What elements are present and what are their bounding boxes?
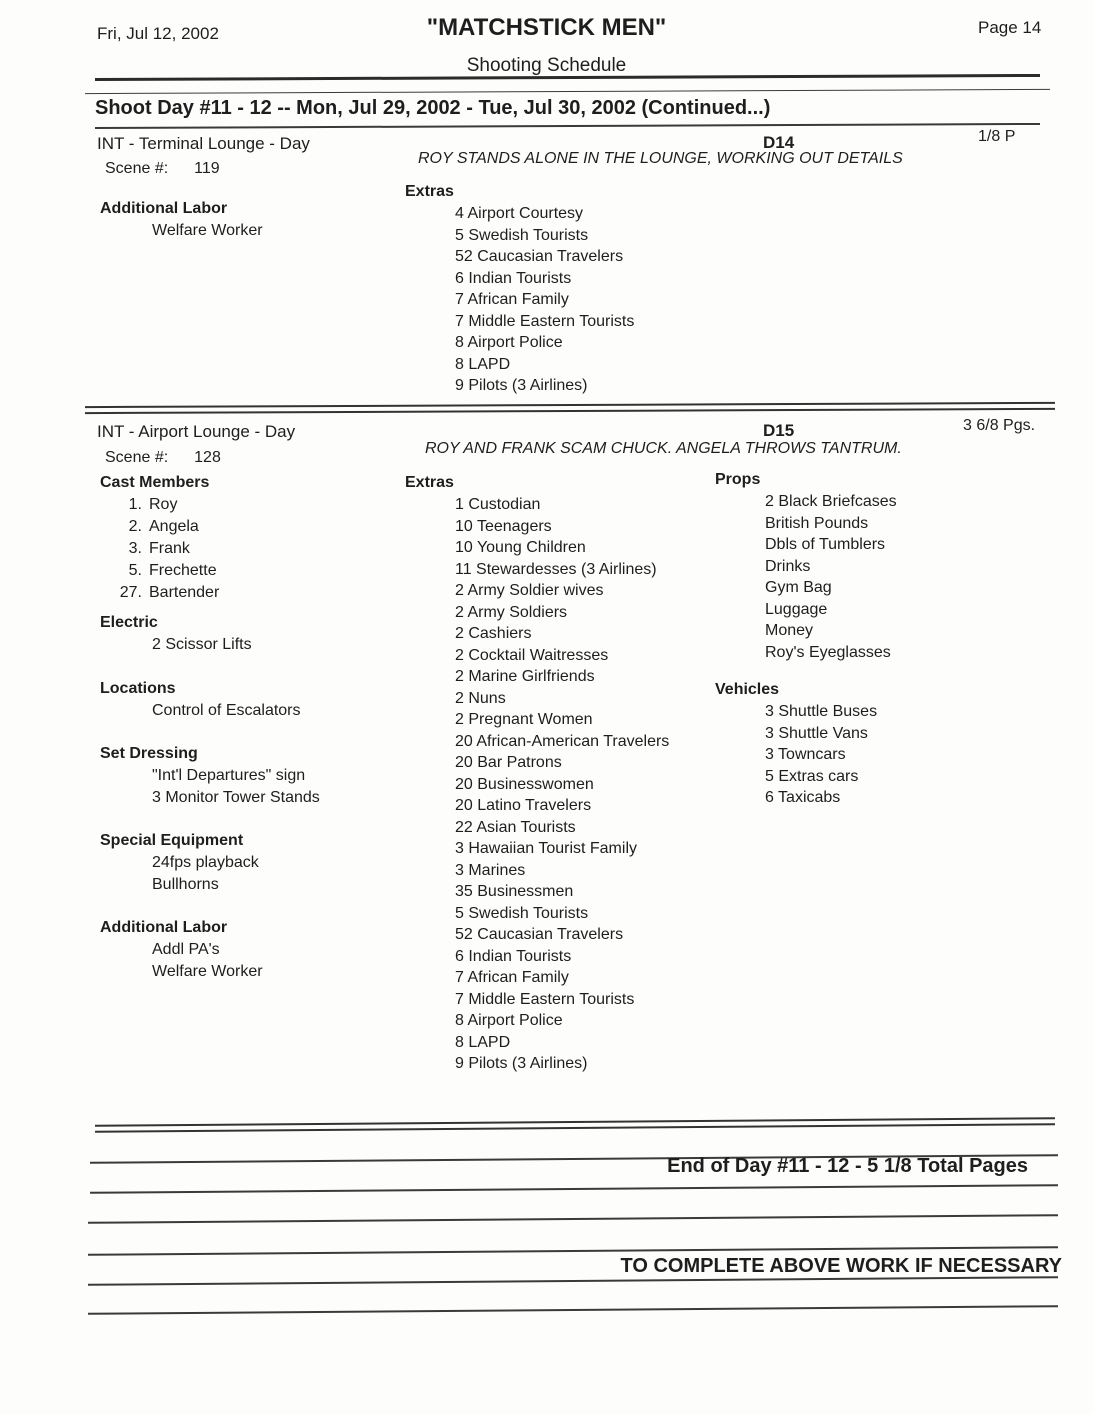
special-equipment-title: Special Equipment — [100, 832, 244, 849]
footer-divider-rule — [95, 1117, 1055, 1133]
props-list-item: Money — [765, 622, 814, 639]
scene2-location: INT - Airport Lounge - Day — [97, 422, 296, 441]
extras-list-item: 2 Cashiers — [455, 625, 532, 642]
scene2-extras-title: Extras — [405, 474, 454, 491]
extras-list-item: 7 African Family — [455, 969, 569, 986]
cast-member-number: 2. — [128, 518, 142, 535]
extras-list-item: 2 Pregnant Women — [455, 711, 593, 728]
extras-list-item: 20 Businesswomen — [455, 775, 594, 793]
scene2-slug: D15 — [763, 421, 795, 440]
extras-list-item: 2 Army Soldier wives — [455, 582, 604, 599]
header-date: Fri, Jul 12, 2002 — [97, 24, 219, 43]
vehicles-list-item: 6 Taxicabs — [765, 789, 841, 806]
extras-list-item: 3 Marines — [455, 861, 526, 879]
extras-list-item: 2 Cocktail Waitresses — [455, 646, 609, 664]
extras-list-item: 20 Bar Patrons — [455, 754, 562, 771]
cast-member-number: 3. — [128, 540, 142, 557]
extras-list-item: 7 Middle Eastern Tourists — [455, 312, 635, 330]
scene2-extras-group — [405, 472, 669, 1075]
scene1-number-row — [105, 160, 220, 178]
shoot-day-heading: Shoot Day #11 - 12 -- Mon, Jul 29, 2002 - Tue, Jul 30, 2002 (Continued...) — [95, 97, 771, 119]
extras-list-item: 5 Swedish Tourists — [455, 904, 589, 922]
locations-list — [152, 700, 400, 722]
props-list-item: Gym Bag — [765, 579, 832, 596]
extras-list-item: 52 Caucasian Travelers — [455, 926, 624, 943]
scene2-number: 128 — [194, 449, 221, 466]
extras-list-item: 4 Airport Courtesy — [455, 205, 584, 222]
extras-list-item: 20 Latino Travelers — [455, 797, 592, 814]
extras-list-item: 5 Swedish Tourists — [455, 226, 589, 244]
extras-list-item: 11 Stewardesses (3 Airlines) — [455, 560, 657, 578]
props-list — [765, 491, 897, 663]
vehicles-list — [765, 701, 897, 809]
special-equipment-group — [100, 830, 400, 895]
scene1-slug: D14 — [763, 133, 795, 152]
extras-list-item: 10 Teenagers — [455, 517, 552, 535]
cast-member-item — [100, 538, 400, 560]
extras-list-item: 8 LAPD — [455, 1033, 511, 1051]
cast-member-item — [100, 494, 400, 516]
vehicles-title: Vehicles — [715, 681, 780, 698]
scene1-additional-labor-group — [100, 198, 263, 242]
extras-list-item: 22 Asian Tourists — [455, 818, 576, 836]
footer-rule-6 — [88, 1305, 1058, 1315]
extras-list-item: 20 African-American Travelers — [455, 732, 670, 750]
extras-list-item: 2 Marine Girlfriends — [455, 668, 595, 685]
scene2-additional-labor-title: Additional Labor — [100, 919, 228, 936]
cast-member-name: Frechette — [149, 562, 217, 579]
extras-list-item: 8 Airport Police — [455, 1012, 563, 1029]
cast-member-number: 5. — [128, 562, 142, 579]
extras-list-item: 10 Young Children — [455, 539, 586, 556]
scene1-additional-labor-list — [152, 220, 263, 242]
scene1-location: INT - Terminal Lounge - Day — [97, 134, 310, 153]
cast-member-name: Roy — [149, 496, 178, 513]
scene1-extras-group — [405, 181, 634, 397]
set-dressing-list-item: 3 Monitor Tower Stands — [152, 788, 320, 806]
vehicles-list-item: 3 Shuttle Buses — [765, 703, 878, 720]
electric-list — [152, 634, 400, 656]
props-list-item: Luggage — [765, 600, 828, 618]
extras-list-item: 7 Middle Eastern Tourists — [455, 990, 635, 1008]
extras-list-item: 6 Indian Tourists — [455, 947, 572, 965]
extras-list-item: 2 Army Soldiers — [455, 603, 568, 621]
scene1-extras-title: Extras — [405, 183, 454, 200]
extras-list-item: 3 Hawaiian Tourist Family — [455, 840, 637, 857]
labor-list-item: Welfare Worker — [152, 962, 263, 980]
set-dressing-list-item: "Int'l Departures" sign — [152, 767, 306, 784]
scene2-right-column — [715, 469, 897, 831]
special-equipment-list — [152, 852, 400, 895]
scene1-page-count: 1/8 P — [978, 128, 1016, 145]
extras-list-item: 7 African Family — [455, 291, 569, 308]
cast-member-item — [100, 560, 400, 582]
props-list-item: Dbls of Tumblers — [765, 536, 886, 553]
extras-list-item: 52 Caucasian Travelers — [455, 248, 624, 265]
shoot-day-underline — [95, 123, 1040, 129]
vehicles-list-item: 5 Extras cars — [765, 767, 859, 785]
extras-list-item: 2 Nuns — [455, 689, 506, 707]
extras-list-item: 9 Pilots (3 Airlines) — [455, 377, 588, 394]
special-equipment-list-item: Bullhorns — [152, 875, 219, 893]
props-list-item: British Pounds — [765, 514, 869, 532]
scene2-page-count: 3 6/8 Pgs. — [963, 417, 1036, 434]
props-list-item: 2 Black Briefcases — [765, 493, 897, 510]
section-divider-rule — [85, 402, 1055, 414]
cast-member-item — [100, 582, 400, 604]
extras-list-item: 1 Custodian — [455, 496, 541, 513]
document-subtitle: Shooting Schedule — [466, 55, 627, 76]
extras-list-item: 35 Businessmen — [455, 883, 574, 900]
props-title: Props — [715, 471, 761, 488]
scene2-cast-group — [100, 472, 400, 604]
footer-note-text: TO COMPLETE ABOVE WORK IF NECESSARY — [620, 1255, 1062, 1277]
set-dressing-list — [152, 765, 400, 808]
cast-member-name: Bartender — [149, 584, 220, 601]
scene1-number-label: Scene #: — [105, 160, 169, 177]
scene2-additional-labor-list — [152, 939, 400, 982]
header-page-number: Page 14 — [978, 18, 1042, 37]
labor-list-item: Addl PA's — [152, 941, 220, 958]
extras-list-item: 8 LAPD — [455, 355, 511, 373]
cast-member-item — [100, 516, 400, 538]
end-of-day-text: End of Day #11 - 12 - 5 1/8 Total Pages — [667, 1155, 1028, 1177]
scene2-left-column — [100, 472, 400, 1004]
scene1-extras-list — [455, 203, 634, 397]
footer-rule-2 — [90, 1184, 1058, 1194]
locations-list-item: Control of Escalators — [152, 701, 301, 719]
electric-list-item: 2 Scissor Lifts — [152, 636, 252, 653]
scene1-number: 119 — [194, 160, 220, 177]
cast-members-list — [100, 494, 400, 604]
props-group — [715, 469, 897, 663]
cast-member-number: 27. — [119, 584, 142, 601]
document-title: "MATCHSTICK MEN" — [426, 14, 667, 41]
labor-list-item: Welfare Worker — [152, 222, 263, 239]
header-rule-thin — [85, 89, 1050, 94]
vehicles-group — [715, 679, 897, 809]
extras-list-item: 9 Pilots (3 Airlines) — [455, 1055, 588, 1072]
electric-title: Electric — [100, 614, 158, 631]
scene1-additional-labor-title: Additional Labor — [100, 200, 228, 217]
cast-member-name: Frank — [149, 540, 190, 557]
set-dressing-title: Set Dressing — [100, 745, 198, 762]
special-equipment-list-item: 24fps playback — [152, 854, 259, 871]
extras-list-item: 8 Airport Police — [455, 334, 563, 351]
vehicles-list-item: 3 Shuttle Vans — [765, 724, 868, 742]
set-dressing-group — [100, 743, 400, 808]
props-list-item: Roy's Eyeglasses — [765, 643, 891, 661]
cast-members-title: Cast Members — [100, 474, 210, 491]
cast-member-name: Angela — [149, 518, 199, 535]
locations-group — [100, 678, 400, 722]
scene2-number-row — [105, 449, 221, 467]
footer-rule-5 — [88, 1276, 1058, 1286]
footer-rule-3 — [88, 1214, 1058, 1224]
scene2-description: ROY AND FRANK SCAM CHUCK. ANGELA THROWS TANTRUM. — [425, 440, 902, 457]
locations-title: Locations — [100, 679, 176, 697]
vehicles-list-item: 3 Towncars — [765, 746, 846, 763]
scene2-extras-list — [455, 494, 669, 1075]
electric-group — [100, 612, 400, 656]
props-list-item: Drinks — [765, 557, 811, 575]
cast-member-number: 1. — [128, 496, 142, 513]
scene1-description: ROY STANDS ALONE IN THE LOUNGE, WORKING OUT DETAILS — [418, 150, 903, 167]
extras-list-item: 6 Indian Tourists — [455, 269, 572, 287]
scene2-number-label: Scene #: — [105, 449, 169, 466]
scene2-additional-labor-group — [100, 917, 400, 982]
